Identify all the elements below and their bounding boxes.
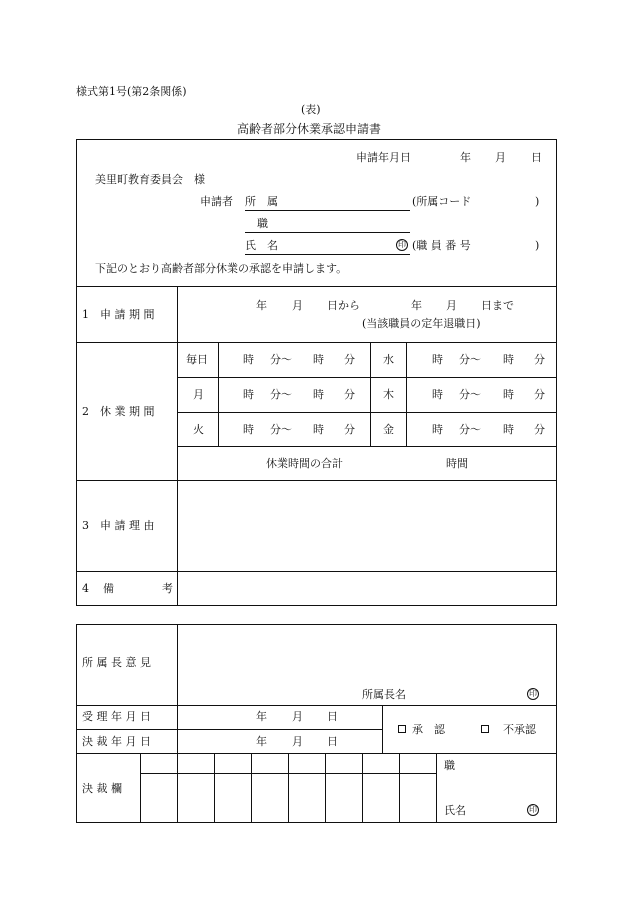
decided-day: 日 [327,735,338,748]
start-minute-unit: 分〜 [270,388,292,401]
application-date-day: 日 [531,151,542,164]
position-label: 職 [257,217,268,230]
end-hour-unit: 時 [503,423,514,436]
divider [178,446,557,447]
start-hour-unit: 時 [432,423,443,436]
period-from-month: 月 [292,299,303,312]
divider [251,753,252,823]
divider [218,342,219,446]
start-hour-unit: 時 [432,388,443,401]
head-name-label: 所属長名 [362,688,406,701]
end-minute-unit: 分 [534,353,545,366]
affiliation-code-label: (所属コード [412,195,472,208]
reason-label: 3 申 請 理 由 [82,519,155,532]
end-hour-unit: 時 [503,388,514,401]
leave-total-unit: 時間 [446,457,468,470]
form-side-label: (表) [301,103,321,116]
start-minute-unit: 分〜 [270,423,292,436]
period-from-year: 年 [256,299,267,312]
period-to-day: 日まで [481,299,514,312]
end-minute-unit: 分 [344,423,355,436]
day-friday: 金 [383,423,394,436]
divider [406,342,407,446]
received-month: 月 [292,710,303,723]
application-date-label: 申請年月日 [356,151,411,164]
period-to-month: 月 [446,299,457,312]
request-text: 下記のとおり高齢者部分休業の承認を申請します。 [95,262,348,275]
divider [76,342,557,343]
reject-label: 不承認 [503,723,536,736]
received-date-label: 受 理 年 月 日 [82,710,151,723]
divider [76,705,557,706]
name-label: 氏 名 [245,239,278,252]
start-minute-unit: 分〜 [459,388,481,401]
remarks-number: 4 [82,582,89,595]
period-to-year: 年 [411,299,422,312]
divider [399,753,400,823]
day-monday: 月 [193,388,204,401]
divider [370,342,371,446]
received-day: 日 [327,710,338,723]
divider [214,753,215,823]
divider [140,753,141,823]
divider [177,753,178,823]
start-minute-unit: 分〜 [270,353,292,366]
affiliation-code-close: ) [535,195,540,208]
decided-year: 年 [256,735,267,748]
period-note: (当該職員の定年退職日) [362,317,481,330]
period-from-day: 日から [327,299,360,312]
applicant-label: 申請者 [200,195,233,208]
end-minute-unit: 分 [344,353,355,366]
received-year: 年 [256,710,267,723]
decider-name-label: 氏名 [444,804,466,817]
divider [178,377,557,378]
end-hour-unit: 時 [503,353,514,366]
reject-checkbox[interactable] [481,725,489,733]
start-minute-unit: 分〜 [459,423,481,436]
decider-position-label: 職 [444,759,455,772]
divider [325,753,326,823]
form-title: 高齢者部分休業承認申請書 [237,122,382,136]
divider [76,286,557,287]
day-thursday: 木 [383,388,394,401]
divider [178,412,557,413]
divider [177,624,178,753]
start-hour-unit: 時 [243,353,254,366]
divider [76,480,557,481]
divider [76,571,557,572]
end-minute-unit: 分 [534,423,545,436]
position-field[interactable] [245,232,410,233]
remarks-label-b: 考 [162,582,173,595]
name-field[interactable] [245,254,410,255]
end-hour-unit: 時 [313,423,324,436]
applicant-seal-icon: 印 [398,240,406,249]
day-wednesday: 水 [383,353,394,366]
application-date-year: 年 [460,151,471,164]
approve-checkbox[interactable] [398,725,406,733]
divider [382,705,383,753]
start-hour-unit: 時 [243,388,254,401]
affiliation-label: 所 属 [245,195,278,208]
divider [76,729,382,730]
end-minute-unit: 分 [534,388,545,401]
remarks-field[interactable] [180,574,554,603]
end-hour-unit: 時 [313,353,324,366]
remarks-label-a: 備 [103,582,114,595]
form-number: 様式第1号(第2条関係) [76,85,187,98]
start-hour-unit: 時 [243,423,254,436]
approval-table [76,624,557,823]
opinion-label: 所 属 長 意 見 [82,656,151,669]
addressee: 美里町教育委員会 様 [95,173,205,186]
label-column-divider [177,286,178,606]
reason-field[interactable] [180,484,554,568]
period-label: 1 申 請 期 間 [82,308,155,321]
end-minute-unit: 分 [344,388,355,401]
start-minute-unit: 分〜 [459,353,481,366]
leave-label: 2 休 業 期 間 [82,405,155,418]
head-seal-icon: 印 [529,689,537,698]
divider [288,753,289,823]
decision-column-label: 決 裁 欄 [82,782,122,795]
application-date-month: 月 [495,151,506,164]
divider [436,753,437,823]
staff-number-label: (職 員 番 号 [412,239,471,252]
staff-number-close: ) [535,239,540,252]
decider-seal-icon: 印 [529,805,537,814]
divider [76,753,557,754]
approve-label: 承 認 [412,723,445,736]
affiliation-field[interactable] [245,210,410,211]
start-hour-unit: 時 [432,353,443,366]
decided-date-label: 決 裁 年 月 日 [82,735,151,748]
end-hour-unit: 時 [313,388,324,401]
day-everyday: 毎日 [186,353,208,366]
leave-total-label: 休業時間の合計 [266,457,343,470]
day-tuesday: 火 [193,423,204,436]
divider [362,753,363,823]
decided-month: 月 [292,735,303,748]
